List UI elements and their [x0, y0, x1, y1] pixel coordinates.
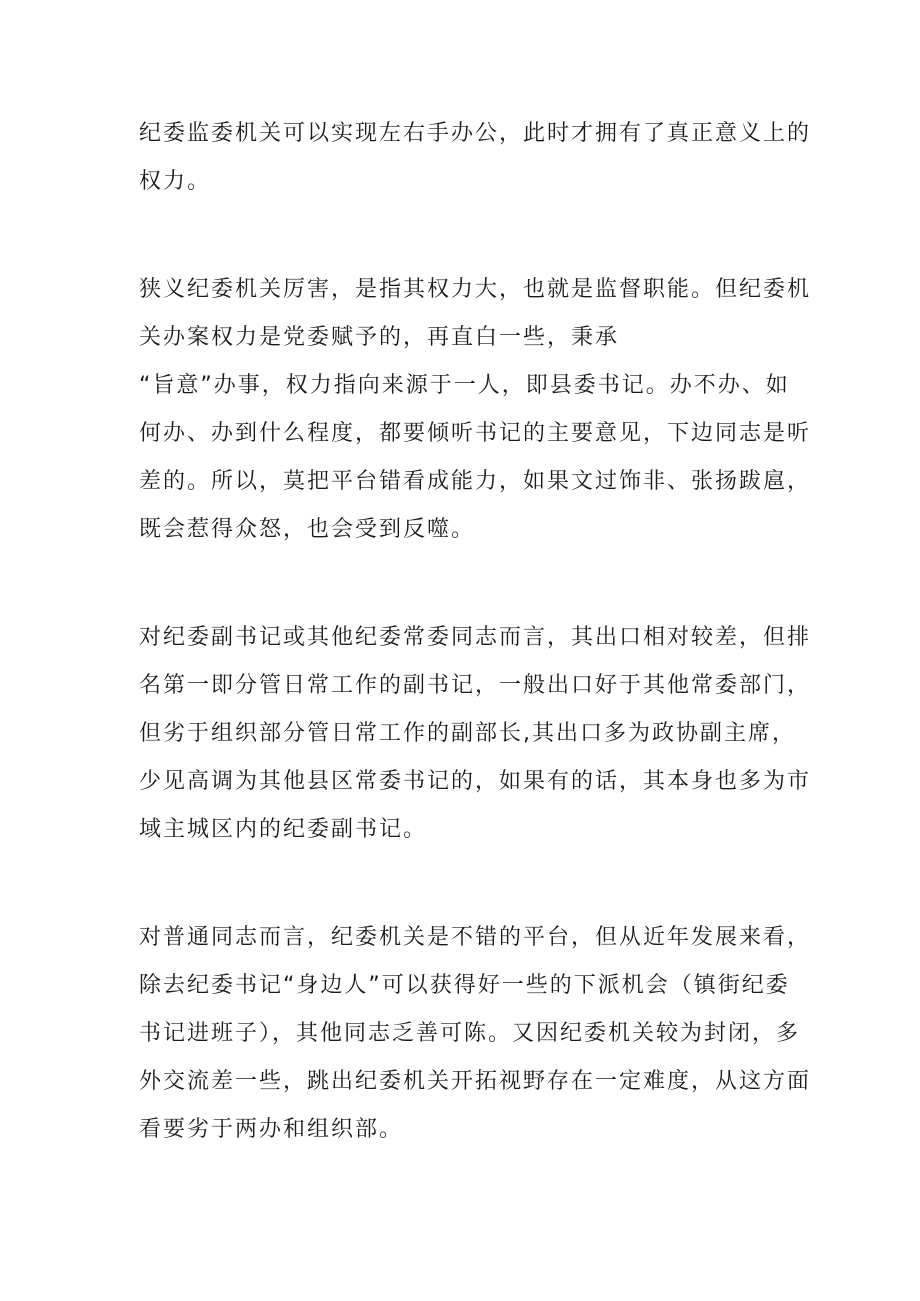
text-line: 看要劣于两办和组织部。: [139, 1117, 404, 1142]
paragraph-1: [139, 110, 812, 206]
text-line: 除去纪委书记“身边人”可以获得好一些的下派机会（镇街纪委: [139, 973, 790, 998]
text-line: 外交流差一些，跳出纪委机关开拓视野存在一定难度，从这方面: [139, 1069, 812, 1094]
text-line: 纪委监委机关可以实现左右手办公，此时才拥有了真正意义上的: [139, 121, 812, 146]
text-line: 对普通同志而言，纪委机关是不错的平台，但从近年发展来看，: [139, 925, 812, 950]
paragraph-4: [139, 914, 812, 1154]
text-line: 域主城区内的纪委副书记。: [139, 817, 428, 842]
paragraph-2: [139, 266, 812, 554]
text-line: 既会惹得众怒，也会受到反噬。: [139, 517, 476, 542]
text-line: “旨意”办事，权力指向来源于一人，即县委书记。办不办、如: [139, 373, 790, 398]
document-body: [139, 110, 812, 1214]
text-line: 何办、办到什么程度，都要倾听书记的主要意见，下边同志是听: [139, 421, 812, 446]
text-line: 少见高调为其他县区常委书记的，如果有的话，其本身也多为市: [139, 769, 812, 794]
text-line: 书记进班子），其他同志乏善可陈。又因纪委机关较为封闭，多: [139, 1021, 801, 1046]
text-line: 名第一即分管日常工作的副书记，一般出口好于其他常委部门，: [139, 673, 812, 698]
text-line: 狭义纪委机关厉害，是指其权力大，也就是监督职能。但纪委机: [139, 277, 812, 302]
text-line: 但劣于组织部分管日常工作的副部长,其出口多为政协副主席，: [139, 721, 796, 746]
text-line: 关办案权力是党委赋予的，再直白一些，秉承: [139, 325, 620, 350]
paragraph-3: [139, 614, 812, 854]
text-line: 差的。所以，莫把平台错看成能力，如果文过饰非、张扬跋扈，: [139, 469, 812, 494]
text-line: 权力。: [139, 169, 212, 194]
text-line: 对纪委副书记或其他纪委常委同志而言，其出口相对较差，但排: [139, 625, 812, 650]
